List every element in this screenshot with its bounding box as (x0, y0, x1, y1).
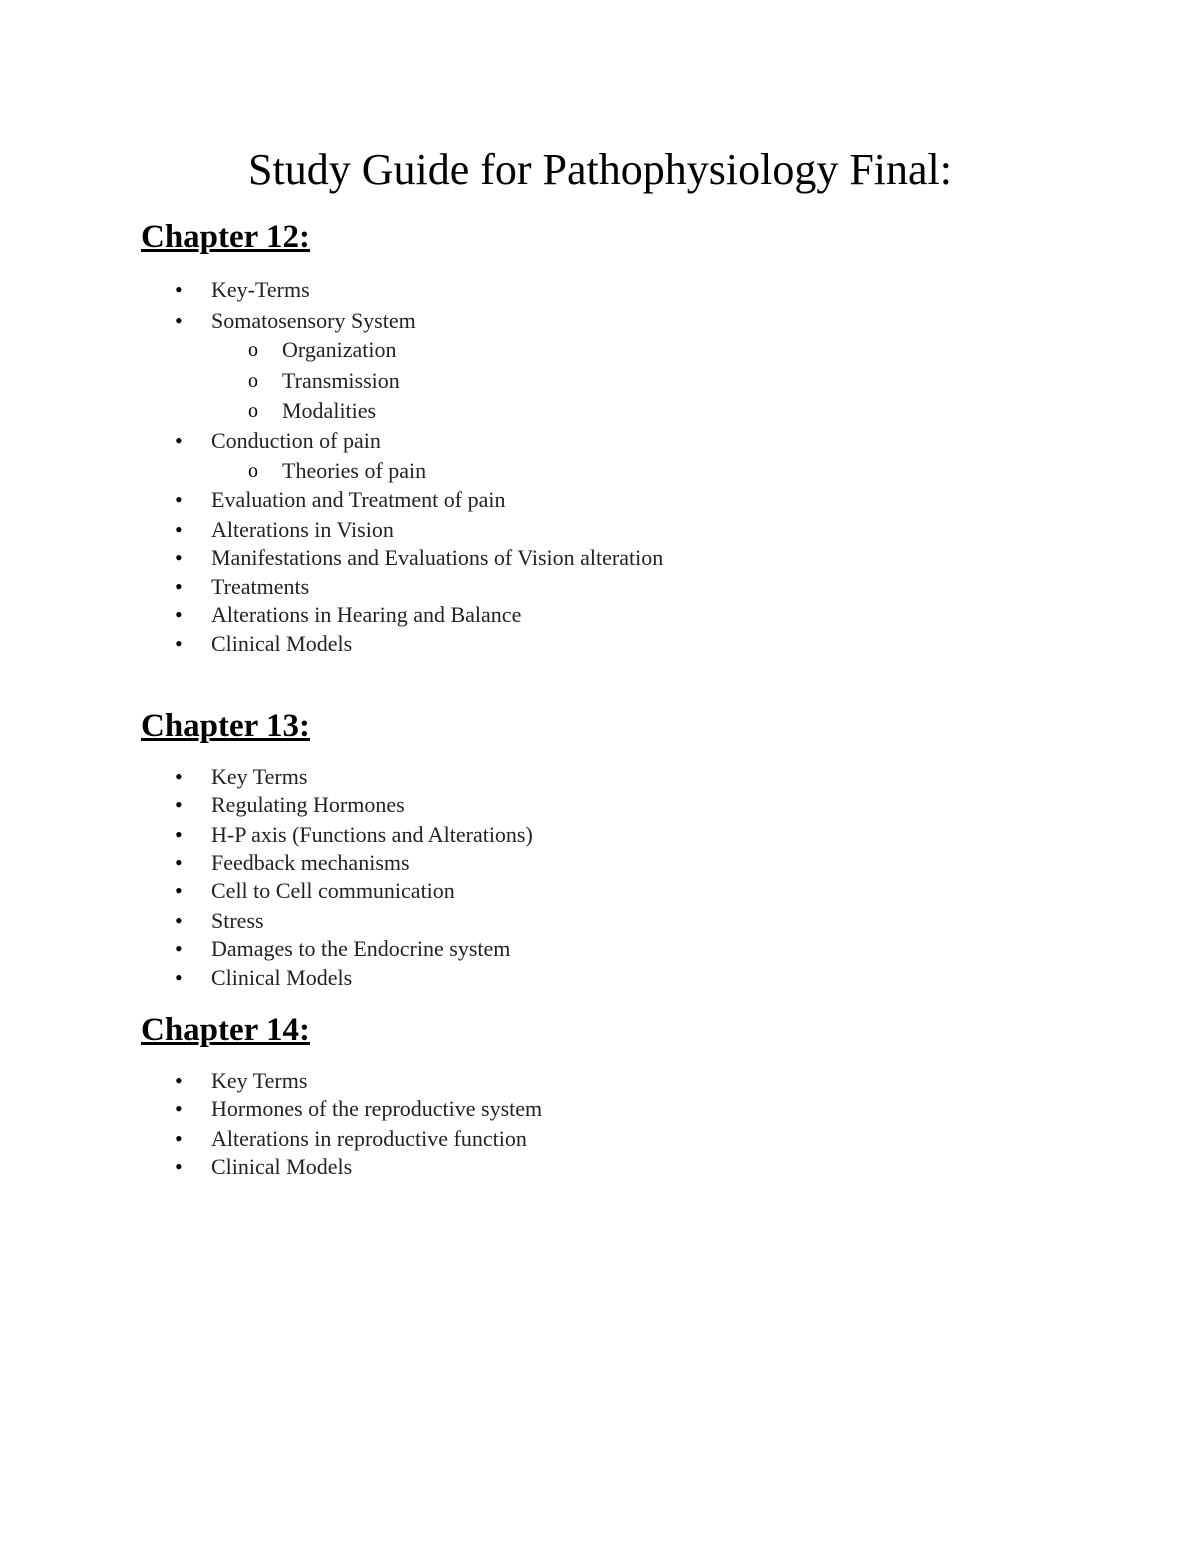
bullet-icon (175, 1067, 183, 1095)
list-item (0, 821, 1200, 849)
bullet-icon (175, 427, 183, 455)
bullet-icon (175, 1153, 183, 1181)
list-item-text: Key-Terms (211, 277, 310, 302)
chapter-heading: Chapter 12: (141, 219, 310, 255)
list-item-text: Clinical Models (211, 631, 353, 656)
sub-list-item (0, 397, 1200, 425)
list-item-text: Key Terms (211, 1068, 308, 1093)
list-item (0, 601, 1200, 629)
list-item (0, 486, 1200, 514)
bullet-icon (175, 964, 183, 992)
list-item-text: Damages to the Endocrine system (211, 936, 511, 961)
bullet-icon (175, 877, 183, 905)
list-item (0, 276, 1200, 304)
list-item-text: Cell to Cell communication (211, 878, 455, 903)
list-item (0, 1095, 1200, 1123)
bullet-icon (175, 791, 183, 819)
hollow-bullet-icon (248, 397, 258, 425)
list-item-text: Organization (282, 337, 397, 362)
list-item-text: Clinical Models (211, 965, 353, 990)
bullet-icon (175, 1095, 183, 1123)
list-item (0, 763, 1200, 791)
list-item-text: Feedback mechanisms (211, 850, 410, 875)
list-item-text: Clinical Models (211, 1154, 353, 1179)
bullet-icon (175, 276, 183, 304)
list-item (0, 907, 1200, 935)
list-item (0, 1125, 1200, 1153)
list-item-text: Transmission (282, 368, 400, 393)
sub-list-item (0, 336, 1200, 364)
list-item-text: Manifestations and Evaluations of Vision alteration (211, 545, 664, 570)
list-item (0, 935, 1200, 963)
list-item-text: Alterations in Hearing and Balance (211, 602, 522, 627)
bullet-icon (175, 763, 183, 791)
list-item-text: Conduction of pain (211, 428, 381, 453)
list-item-text: Key Terms (211, 764, 308, 789)
list-item-text: Alterations in reproductive function (211, 1126, 527, 1151)
document-title: Study Guide for Pathophysiology Final: (248, 145, 952, 194)
bullet-icon (175, 1125, 183, 1153)
list-item-text: H-P axis (Functions and Alterations) (211, 822, 533, 847)
list-item (0, 427, 1200, 455)
list-item (0, 877, 1200, 905)
list-item-text: Evaluation and Treatment of pain (211, 487, 506, 512)
bullet-icon (175, 516, 183, 544)
bullet-icon (175, 849, 183, 877)
hollow-bullet-icon (248, 336, 258, 364)
list-item (0, 307, 1200, 335)
list-item-text: Theories of pain (282, 458, 427, 483)
bullet-icon (175, 935, 183, 963)
bullet-icon (175, 544, 183, 572)
bullet-icon (175, 821, 183, 849)
sub-list-item (0, 457, 1200, 485)
list-item (0, 849, 1200, 877)
chapter-heading: Chapter 13: (141, 708, 310, 744)
bullet-icon (175, 907, 183, 935)
bullet-icon (175, 601, 183, 629)
hollow-bullet-icon (248, 457, 258, 485)
list-item-text: Regulating Hormones (211, 792, 405, 817)
bullet-icon (175, 630, 183, 658)
bullet-icon (175, 573, 183, 601)
list-item (0, 1067, 1200, 1095)
list-item (0, 573, 1200, 601)
list-item-text: Hormones of the reproductive system (211, 1096, 543, 1121)
list-item-text: Alterations in Vision (211, 517, 394, 542)
chapter-heading: Chapter 14: (141, 1012, 310, 1048)
list-item (0, 516, 1200, 544)
list-item-text: Somatosensory System (211, 308, 416, 333)
bullet-icon (175, 307, 183, 335)
list-item-text: Modalities (282, 398, 377, 423)
hollow-bullet-icon (248, 367, 258, 395)
list-item (0, 791, 1200, 819)
list-item (0, 964, 1200, 992)
list-item (0, 1153, 1200, 1181)
list-item-text: Treatments (211, 574, 310, 599)
list-item (0, 630, 1200, 658)
bullet-icon (175, 486, 183, 514)
list-item (0, 544, 1200, 572)
sub-list-item (0, 367, 1200, 395)
list-item-text: Stress (211, 908, 264, 933)
